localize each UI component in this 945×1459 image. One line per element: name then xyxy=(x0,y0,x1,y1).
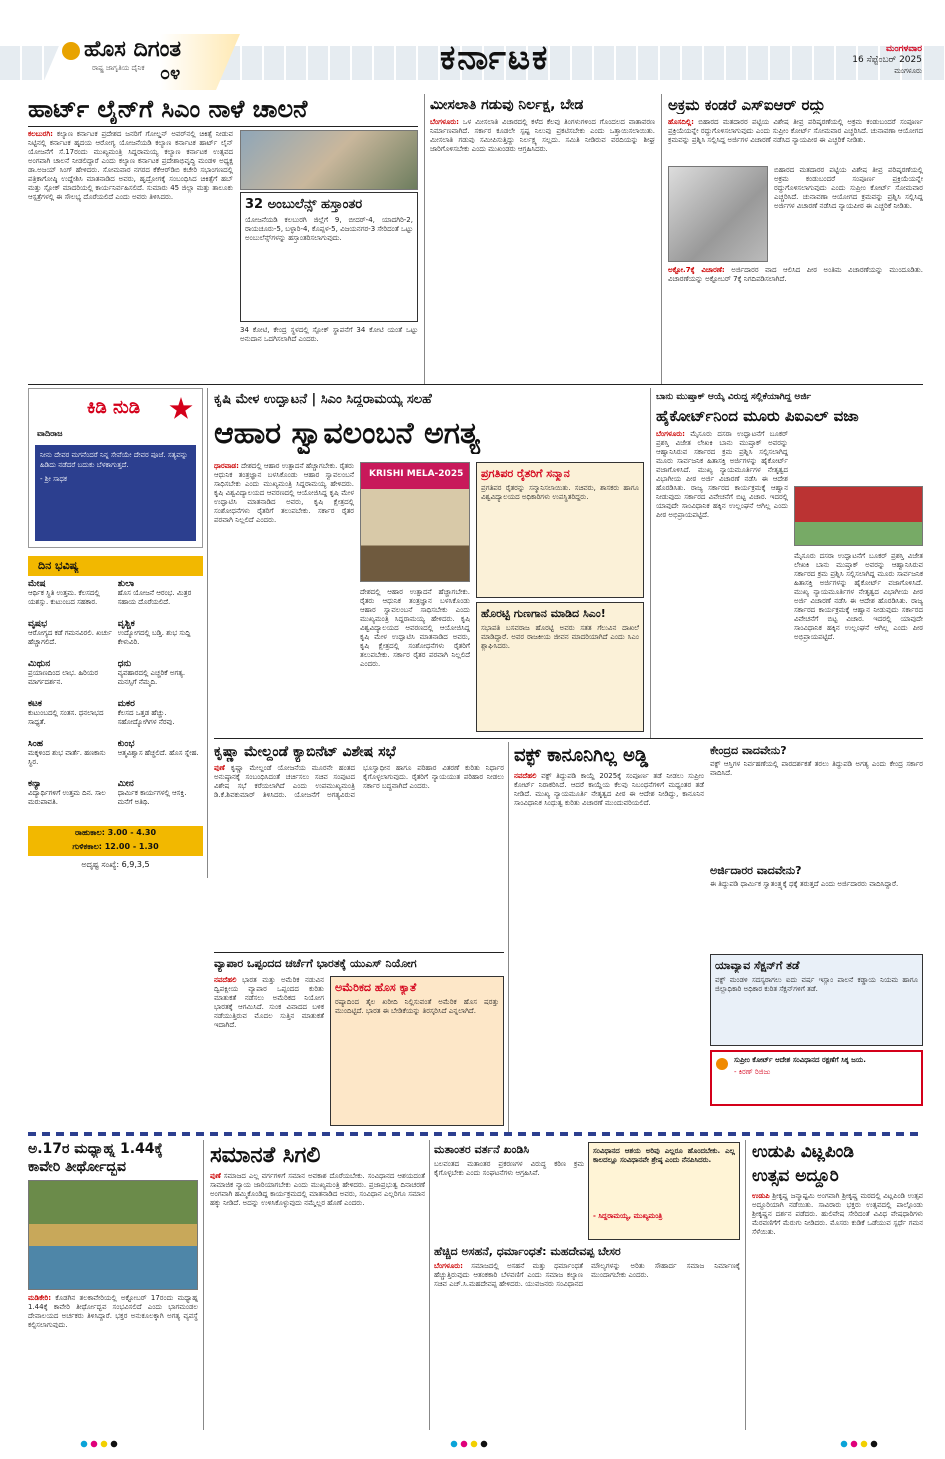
story8-q2: ಅರ್ಜಿದಾರರ ವಾದವೇನು? xyxy=(710,864,802,877)
story8-q1-text: ವಕ್ಫ್ ಆಸ್ತಿಗಳ ನಿರ್ವಹಣೆಯಲ್ಲಿ ಪಾರದರ್ಶಕತೆ ತರಲು ತಿದ್ದುಪಡಿ ಅಗತ್ಯ ಎಂದು ಕೇಂದ್ರ ಸರ್ಕಾರ ವಾದಿಸಿದೆ. xyxy=(710,760,923,777)
divider xyxy=(28,126,418,127)
paper-tagline: ರಾಷ್ಟ್ರ ಜಾಗೃತಿಯ ದೈನಿಕ xyxy=(92,64,145,72)
story8-text: ವಕ್ಫ್ ತಿದ್ದುಪಡಿ ಕಾಯ್ದೆ 2025ಕ್ಕೆ ಸಂಪೂರ್ಣ ತಡೆ ನೀಡಲು ಸುಪ್ರೀಂ ಕೋರ್ಟ್ ನಿರಾಕರಿಸಿದೆ. ಆದರೆ ಕಾಯ್ದೆಯ ಕೆಲವು ನಿಬಂಧನೆಗಳಿಗೆ ಮಧ್ಯಂತರ ತಡೆ ನೀಡಿದೆ. ಮುಖ್ಯ ನ್ಯಾಯಮೂರ್ತಿ ನೇತೃತ್ವದ ಪೀಠ ಈ ಆದೇಶ ನೀಡಿದ್ದು, ಕಾನೂನಿನ ಸಾಂವಿಧಾನಿಕ ಸಿಂಧುತ್ವ ಕುರಿತು ವಿಚಾರಣೆ ಮುಂದುವರಿಯಲಿದೆ. xyxy=(514,772,704,807)
story4-box2 xyxy=(476,602,644,732)
story11-body: ಬಲವಂತದ ಮತಾಂತರ ಪ್ರಕರಣಗಳ ವಿರುದ್ಧ ಕಠಿಣ ಕ್ರಮ ಕೈಗೊಳ್ಳಬೇಕು ಎಂದು ಸಂಘಟನೆಗಳು ಆಗ್ರಹಿಸಿವೆ. xyxy=(434,1160,584,1177)
sign-text: ವ್ಯವಹಾರದಲ್ಲಿ ಎಚ್ಚರಿಕೆ ಅಗತ್ಯ. ಮನಸ್ಸಿಗೆ ನೆಮ್ಮದಿ. xyxy=(117,669,186,686)
story8-quote-by: - ಕಿರಣ್ ರಿಜಿಜು xyxy=(734,1068,771,1076)
story3-dateline: ಹೊಸದಿಲ್ಲಿ: xyxy=(668,118,694,126)
column-rule xyxy=(508,742,509,1132)
story4-headline: ಆಹಾರ ಸ್ವಾವಲಂಬನೆ ಅಗತ್ಯ xyxy=(214,416,481,451)
story11-box-text: ಸಂವಿಧಾನದ ಆಶಯ ಅರಿವು ಎಲ್ಲರೂ ಹೊಂದಬೇಕು. ಎಲ್ಲ ಕಾಲದಲ್ಲೂ ಸಂವಿಧಾನವೇ ಶ್ರೇಷ್ಠ ಎಂದು ನೆನಪಿಸಿದರು. xyxy=(593,1147,735,1164)
story13-text: ಶ್ರೀಕೃಷ್ಣ ಜನ್ಮಾಷ್ಟಮಿ ಅಂಗವಾಗಿ ಶ್ರೀಕೃಷ್ಣ ಮಠದಲ್ಲಿ ವಿಟ್ಲಪಿಂಡಿ ಉತ್ಸವ ಅದ್ದೂರಿಯಾಗಿ ನಡೆಯಿತು. ಸಾವಿರಾರು ಭಕ್ತರು ಉತ್ಸವದಲ್ಲಿ ಪಾಲ್ಗೊಂಡು ಶ್ರೀಕೃಷ್ಣನ ದರ್ಶನ ಪಡೆದರು. ಹುಲಿವೇಷ ಸೇರಿದಂತೆ ವಿವಿಧ ವೇಷಧಾರಿಗಳು ಮೆರವಣಿಗೆಗೆ ಮೆರುಗು ನೀಡಿದರು. ಮೊಸರು ಕುಡಿಕೆ ಒಡೆಯುವ ಸ್ಪರ್ಧೆ ಗಮನ ಸೆಳೆಯಿತು. xyxy=(752,1192,923,1236)
sign-text: ಆರ್ಥಿಕ ಸ್ಥಿತಿ ಉತ್ತಮ. ಕೆಲಸದಲ್ಲಿ ಯಶಸ್ಸು. ಕುಟುಂಬದ ಸಹಕಾರ. xyxy=(28,589,100,606)
story7-box-text: ರಷ್ಯಾದಿಂದ ತೈಲ ಖರೀದಿ ನಿಲ್ಲಿಸುವಂತೆ ಅಮೆರಿಕ ಹೊಸ ಷರತ್ತು ಮುಂದಿಟ್ಟಿದೆ. ಭಾರತ ಈ ಬೇಡಿಕೆಯನ್ನು ತಿರಸ್ಕರಿಸಿದೆ ಎನ್ನಲಾಗಿದೆ. xyxy=(335,998,499,1015)
horoscope-sign xyxy=(28,620,114,660)
story7-headline: ವ್ಯಾಪಾರ ಒಪ್ಪಂದದ ಚರ್ಚೆಗೆ ಭಾರತಕ್ಕೆ ಯುಎಸ್ ನಿಯೋಗ xyxy=(214,957,417,970)
horoscope-header xyxy=(28,556,203,576)
nudi-author: ವಾದಿರಾಜ xyxy=(37,429,63,438)
story4-box1 xyxy=(476,462,644,598)
story1-box-text: ಯೋಜನೆಯಡಿ ಕಲಬುರಗಿ ಜಿಲ್ಲೆಗೆ 9, ಬೀದರ್-4, ಯಾದಗಿರಿ-2, ರಾಯಚೂರು-5, ಬಳ್ಳಾರಿ-4, ಕೊಪ್ಪಳ-5, ವಿಜಯನಗರ-3 ಸೇರಿದಂತೆ ಒಟ್ಟು ಅಂಬುಲೆನ್ಸ್‌ಗಳನ್ನು ಹಸ್ತಾಂತರಿಸಲಾಗುವುದು. xyxy=(245,216,413,242)
story4-text: ದೇಶದಲ್ಲಿ ಆಹಾರ ಉತ್ಪಾದನೆ ಹೆಚ್ಚಾಗಬೇಕು. ರೈತರು ಆಧುನಿಕ ತಂತ್ರಜ್ಞಾನ ಬಳಸಿಕೊಂಡು ಆಹಾರ ಸ್ವಾವಲಂಬನೆ ಸಾಧಿಸಬೇಕು ಎಂದು ಮುಖ್ಯಮಂತ್ರಿ ಸಿದ್ದರಾಮಯ್ಯ ಹೇಳಿದರು. ಕೃಷಿ ವಿಶ್ವವಿದ್ಯಾಲಯದ ಆವರಣದಲ್ಲಿ ಆಯೋಜಿಸಿದ್ದ ಕೃಷಿ ಮೇಳ ಉದ್ಘಾಟಿಸಿ ಮಾತನಾಡಿದ ಅವರು, ಕೃಷಿ ಕ್ಷೇತ್ರದಲ್ಲಿ ಸಂಶೋಧನೆಗಳು ರೈತರಿಗೆ ತಲುಪಬೇಕು. ಸರ್ಕಾರ ರೈತರ ಪರವಾಗಿ ನಿಲ್ಲಲಿದೆ ಎಂದರು. xyxy=(214,462,354,524)
story12-text: ಸಮಾಜದಲ್ಲಿ ಅಸಹನೆ ಮತ್ತು ಧರ್ಮಾಂಧತೆ ಹೆಚ್ಚುತ್ತಿರುವುದು ಆತಂಕಕಾರಿ ಬೆಳವಣಿಗೆ ಎಂದು ಸಮಾಜ ಕಲ್ಯಾಣ ಸಚಿವ ಎಚ್.ಸಿ.ಮಹದೇವಪ್ಪ ಹೇಳಿದರು. ಯುವಜನರು ಸಂವಿಧಾನದ ಮೌಲ್ಯಗಳನ್ನು ಅರಿತು ಸೌಹಾರ್ದ ಸಮಾಜ ನಿರ್ಮಾಣಕ್ಕೆ ಮುಂದಾಗಬೇಕು ಎಂದರು. xyxy=(434,1262,740,1288)
story12-headline: ಹೆಚ್ಚಿದ ಅಸಹನೆ, ಧರ್ಮಾಂಧತೆ: ಮಹದೇವಪ್ಪ ಬೇಸರ xyxy=(434,1245,621,1258)
horoscope-sign xyxy=(28,580,114,620)
story8-quote xyxy=(710,1050,923,1106)
logo-emblem-icon xyxy=(62,42,80,60)
story13-body xyxy=(752,1192,923,1428)
story4-dateline: ಧಾರವಾಡ: xyxy=(214,462,239,470)
story8-body xyxy=(514,772,704,1062)
quote-mark-icon xyxy=(716,1058,728,1070)
sign-text: ಉದ್ಯೋಗದಲ್ಲಿ ಬಡ್ತಿ. ಶುಭ ಸುದ್ದಿ ಕೇಳುವಿರಿ. xyxy=(117,629,191,646)
nudi-box xyxy=(28,388,203,548)
horoscope-grid xyxy=(28,580,203,820)
story9-dateline: ಮಡಿಕೇರಿ: xyxy=(28,1294,52,1302)
section-title: ಕರ್ನಾಟಕ xyxy=(440,38,550,78)
story10-headline: ಸಮಾನತೆ ಸಿಗಲಿ xyxy=(210,1143,321,1168)
nudi-burst-icon xyxy=(169,397,193,421)
date-day: ಮಂಗಳವಾರ xyxy=(885,44,922,54)
sign-text: ವಿದ್ಯಾರ್ಥಿಗಳಿಗೆ ಉತ್ತಮ ದಿನ. ಸಾಲ ಮರುಪಾವತಿ. xyxy=(28,789,106,806)
horoscope-sign xyxy=(118,620,204,660)
column-rule xyxy=(424,94,425,384)
story3-body xyxy=(668,118,923,164)
registration-marks xyxy=(450,1440,490,1448)
story13-dateline: ಉಡುಪಿ xyxy=(752,1192,770,1200)
story3-text: ಬಿಹಾರದ ಮತದಾರರ ಪಟ್ಟಿಯ ವಿಶೇಷ ತೀವ್ರ ಪರಿಷ್ಕರಣೆಯಲ್ಲಿ ಅಕ್ರಮ ಕಂಡುಬಂದರೆ ಸಂಪೂರ್ಣ ಪ್ರಕ್ರಿಯೆಯನ್ನೇ ರದ್ದುಗೊಳಿಸಲಾಗುವುದು ಎಂದು ಸುಪ್ರೀಂ ಕೋರ್ಟ್ ಸೋಮವಾರ ಎಚ್ಚರಿಸಿದೆ. ಚುನಾವಣಾ ಆಯೋಗದ ಕ್ರಮವನ್ನು ಪ್ರಶ್ನಿಸಿ ಸಲ್ಲಿಸಿದ್ದ ಅರ್ಜಿಗಳ ವಿಚಾರಣೆ ನಡೆಸಿದ ನ್ಯಾಯಪೀಠ ಈ ಎಚ್ಚರಿಕೆ ನೀಡಿತು. xyxy=(668,118,923,144)
story8-quote-text: ಸುಪ್ರೀಂ ಕೋರ್ಟ್ ಆದೇಶ ಸಂವಿಧಾನದ ರಕ್ಷಣೆಗೆ ಸಿಕ್ಕ ಜಯ. xyxy=(734,1056,866,1064)
paper-name: ಹೊಸ ದಿಗಂತ xyxy=(84,38,182,62)
story11-box xyxy=(588,1142,740,1240)
column-rule xyxy=(429,1140,430,1430)
nudi-signoff: - ಶ್ರೀ ಸಾಧಕ xyxy=(40,475,67,483)
story5-photo xyxy=(794,486,923,546)
sign-text: ಕೆಲಸದ ಒತ್ತಡ ಹೆಚ್ಚು. ಸಹೋದ್ಯೋಗಿಗಳ ನೆರವು. xyxy=(117,709,175,726)
sign-name: ಧನು xyxy=(117,660,132,669)
story5-kicker: ಬಾನು ಮುಷ್ತಾಕ್ ಆಯ್ಕೆ ವಿರುದ್ಧ ಸಲ್ಲಿಕೆಯಾಗಿದ್ದ ಅರ್ಜಿ xyxy=(656,392,812,402)
story4-body-continued: ದೇಶದಲ್ಲಿ ಆಹಾರ ಉತ್ಪಾದನೆ ಹೆಚ್ಚಾಗಬೇಕು. ರೈತರು ಆಧುನಿಕ ತಂತ್ರಜ್ಞಾನ ಬಳಸಿಕೊಂಡು ಆಹಾರ ಸ್ವಾವಲಂಬನೆ ಸಾಧಿಸಬೇಕು ಎಂದು ಮುಖ್ಯಮಂತ್ರಿ ಸಿದ್ದರಾಮಯ್ಯ ಹೇಳಿದರು. ಕೃಷಿ ವಿಶ್ವವಿದ್ಯಾಲಯದ ಆವರಣದಲ್ಲಿ ಆಯೋಜಿಸಿದ್ದ ಕೃಷಿ ಮೇಳ ಉದ್ಘಾಟಿಸಿ ಮಾತನಾಡಿದ ಅವರು, ಕೃಷಿ ಕ್ಷೇತ್ರದಲ್ಲಿ ಸಂಶೋಧನೆಗಳು ರೈತರಿಗೆ ತಲುಪಬೇಕು. ಸರ್ಕಾರ ರೈತರ ಪರವಾಗಿ ನಿಲ್ಲಲಿದೆ ಎಂದರು. xyxy=(360,588,470,668)
story4-photo xyxy=(360,462,470,582)
horoscope-sign xyxy=(28,780,114,820)
story11-box-by: - ಸಿದ್ದರಾಮಯ್ಯ, ಮುಖ್ಯಮಂತ್ರಿ xyxy=(593,1212,663,1220)
story10-body xyxy=(210,1172,425,1428)
story8-box-text: ವಕ್ಫ್ ಮಂಡಳಿ ಸದಸ್ಯರಾಗಲು ಐದು ವರ್ಷ ಇಸ್ಲಾಂ ಪಾಲನೆ ಕಡ್ಡಾಯ ನಿಯಮ ಹಾಗೂ ಜಿಲ್ಲಾಧಿಕಾರಿ ಅಧಿಕಾರ ಕುರಿತ ಸೆಕ್ಷನ್‌ಗಳಿಗೆ ತಡೆ. xyxy=(715,976,918,993)
story9-headline-a: ಅ.17ರ ಮಧ್ಯಾಹ್ನ 1.44ಕ್ಕೆ xyxy=(28,1141,163,1157)
section-divider xyxy=(28,384,923,385)
horoscope-sign xyxy=(28,700,114,740)
story8-dateline: ನವದೆಹಲಿ xyxy=(514,772,537,780)
story6-text: ಕೃಷ್ಣಾ ಮೇಲ್ದಂಡೆ ಯೋಜನೆಯ ಮೂರನೇ ಹಂತದ ಅನುಷ್ಠಾನಕ್ಕೆ ಸಂಬಂಧಿಸಿದಂತೆ ಚರ್ಚಿಸಲು ಸಚಿವ ಸಂಪುಟದ ವಿಶೇಷ ಸಭೆ ಕರೆಯಲಾಗಿದೆ ಎಂದು ಉಪಮುಖ್ಯಮಂತ್ರಿ ಡಿ.ಕೆ.ಶಿವಕುಮಾರ್ ತಿಳಿಸಿದರು. ಯೋಜನೆಗೆ ಅಗತ್ಯವಿರುವ ಭೂಸ್ವಾಧೀನ ಹಾಗೂ ಪರಿಹಾರ ವಿತರಣೆ ಕುರಿತು ನಿರ್ಧಾರ ಕೈಗೊಳ್ಳಲಾಗುವುದು. ರೈತರಿಗೆ ನ್ಯಾಯಯುತ ಪರಿಹಾರ ನೀಡಲು ಸರ್ಕಾರ ಬದ್ಧವಾಗಿದೆ ಎಂದರು. xyxy=(214,764,504,799)
story3-headline: ಅಕ್ರಮ ಕಂಡರೆ ಎಸ್‌ಐಆರ್ ರದ್ದು xyxy=(668,96,826,114)
sign-text: ಕುಟುಂಬದಲ್ಲಿ ಸಂತಸ. ಧನಲಾಭದ ಸಾಧ್ಯತೆ. xyxy=(28,709,104,726)
story5-text: ಮೈಸೂರು ದಸರಾ ಉದ್ಘಾಟನೆಗೆ ಬೂಕರ್ ಪ್ರಶಸ್ತಿ ವಿಜೇತ ಲೇಖಕಿ ಬಾನು ಮುಷ್ತಾಕ್ ಅವರನ್ನು ಆಹ್ವಾನಿಸಿರುವ ಸರ್ಕಾರದ ಕ್ರಮ ಪ್ರಶ್ನಿಸಿ ಸಲ್ಲಿಸಲಾಗಿದ್ದ ಮೂರು ಸಾರ್ವಜನಿಕ ಹಿತಾಸಕ್ತಿ ಅರ್ಜಿಗಳನ್ನು ಹೈಕೋರ್ಟ್ ವಜಾಗೊಳಿಸಿದೆ. ಮುಖ್ಯ ನ್ಯಾಯಮೂರ್ತಿಗಳ ನೇತೃತ್ವದ ವಿಭಾಗೀಯ ಪೀಠ ಅರ್ಜಿ ವಿಚಾರಣೆ ನಡೆಸಿ ಈ ಆದೇಶ ಹೊರಡಿಸಿತು. ರಾಜ್ಯ ಸರ್ಕಾರದ ಕಾರ್ಯಕ್ರಮಕ್ಕೆ ಆಹ್ವಾನ ನೀಡುವುದು ಸರ್ಕಾರದ ವಿವೇಚನೆಗೆ ಬಿಟ್ಟ ವಿಚಾರ. ಇದರಲ್ಲಿ ಯಾವುದೇ ಸಾಂವಿಧಾನಿಕ ಹಕ್ಕಿನ ಉಲ್ಲಂಘನೆ ಆಗಿಲ್ಲ ಎಂದು ಪೀಠ ಅಭಿಪ್ರಾಯಪಟ್ಟಿದೆ. xyxy=(656,430,788,519)
story7-text: ಭಾರತ ಮತ್ತು ಅಮೆರಿಕ ನಡುವಿನ ದ್ವಿಪಕ್ಷೀಯ ವ್ಯಾಪಾರ ಒಪ್ಪಂದದ ಕುರಿತು ಮಾತುಕತೆ ನಡೆಸಲು ಅಮೆರಿಕದ ನಿಯೋಗ ಭಾರತಕ್ಕೆ ಆಗಮಿಸಿದೆ. ಸುಂಕ ವಿವಾದದ ಬಳಿಕ ನಡೆಯುತ್ತಿರುವ ಮೊದಲ ಸುತ್ತಿನ ಮಾತುಕತೆ ಇದಾಗಿದೆ. xyxy=(214,976,324,1029)
story7-body xyxy=(214,976,324,1126)
story12-dateline: ಬೆಂಗಳೂರು: xyxy=(434,1262,463,1270)
story9-headline-b: ಕಾವೇರಿ ತೀರ್ಥೋದ್ಭವ xyxy=(28,1159,126,1175)
horoscope-sign xyxy=(28,740,114,780)
story3-side-text: ಬಿಹಾರದ ಮತದಾರರ ಪಟ್ಟಿಯ ವಿಶೇಷ ತೀವ್ರ ಪರಿಷ್ಕರಣೆಯಲ್ಲಿ ಅಕ್ರಮ ಕಂಡುಬಂದರೆ ಸಂಪೂರ್ಣ ಪ್ರಕ್ರಿಯೆಯನ್ನೇ ರದ್ದುಗೊಳಿಸಲಾಗುವುದು ಎಂದು ಸುಪ್ರೀಂ ಕೋರ್ಟ್ ಸೋಮವಾರ ಎಚ್ಚರಿಸಿದೆ. ಚುನಾವಣಾ ಆಯೋಗದ ಕ್ರಮವನ್ನು ಪ್ರಶ್ನಿಸಿ ಸಲ್ಲಿಸಿದ್ದ ಅರ್ಜಿಗಳ ವಿಚಾರಣೆ ನಡೆಸಿದ ನ್ಯಾಯಪೀಠ ಈ ಎಚ್ಚರಿಕೆ ನೀಡಿತು. xyxy=(774,166,923,210)
nudi-quote-box xyxy=(35,445,196,541)
story3-photo xyxy=(668,166,768,262)
horoscope-sign xyxy=(118,700,204,740)
story7-dateline: ನವದೆಹಲಿ xyxy=(214,976,237,984)
lucky-number: ಅದೃಷ್ಟ ಸಂಖ್ಯೆ: 6,9,3,5 xyxy=(81,860,150,869)
story2-body xyxy=(430,118,655,378)
story10-text: ಸಮಾಜದ ಎಲ್ಲ ವರ್ಗಗಳಿಗೆ ಸಮಾನ ಅವಕಾಶ ದೊರೆಯಬೇಕು. ಸಂವಿಧಾನದ ಆಶಯದಂತೆ ಸಾಮಾಜಿಕ ನ್ಯಾಯ ಜಾರಿಯಾಗಬೇಕು ಎಂದು ಮುಖ್ಯಮಂತ್ರಿ ಹೇಳಿದರು. ಪ್ರಜಾಪ್ರಭುತ್ವ ದಿನಾಚರಣೆ ಅಂಗವಾಗಿ ಹಮ್ಮಿಕೊಂಡಿದ್ದ ಕಾರ್ಯಕ್ರಮದಲ್ಲಿ ಮಾತನಾಡಿದ ಅವರು, ಸಂವಿಧಾನ ಎಲ್ಲರಿಗೂ ಸಮಾನ ಹಕ್ಕು ನೀಡಿದೆ. ಅದನ್ನು ಉಳಿಸಿಕೊಳ್ಳುವುದು ನಮ್ಮೆಲ್ಲರ ಹೊಣೆ ಎಂದರು. xyxy=(210,1172,425,1207)
story13-headline-a: ಉಡುಪಿ ವಿಟ್ಲಪಿಂಡಿ xyxy=(752,1142,855,1162)
horoscope-sign xyxy=(118,780,204,820)
registration-marks xyxy=(80,1440,120,1448)
sign-name: ತುಲಾ xyxy=(117,580,135,589)
story12-body xyxy=(434,1262,740,1428)
date-full: 16 ಸೆಪ್ಟೆಂಬರ್ 2025 xyxy=(852,55,922,65)
story3-text2: ಅರ್ಜಿದಾರರ ವಾದ ಆಲಿಸಿದ ಪೀಠ ಅಂತಿಮ ವಿಚಾರಣೆಯನ್ನು ಮುಂದೂಡಿತು. ವಿಚಾರಣೆಯನ್ನು ಅಕ್ಟೋಬರ್ 7ಕ್ಕೆ ನಿಗದಿಪಡಿಸಲಾಗಿದೆ. xyxy=(668,266,923,283)
story4-banner: KRISHI MELA-2025 xyxy=(369,469,464,479)
column-rule xyxy=(203,1140,204,1430)
sign-name: ಮೇಷ xyxy=(28,580,46,589)
sign-text: ಧಾರ್ಮಿಕ ಕಾರ್ಯಗಳಲ್ಲಿ ಆಸಕ್ತಿ. ಮನೆಗೆ ಅತಿಥಿ. xyxy=(117,789,187,806)
story9-text: ಕೊಡಗಿನ ತಲಕಾವೇರಿಯಲ್ಲಿ ಅಕ್ಟೋಬರ್ 17ರಂದು ಮಧ್ಯಾಹ್ನ 1.44ಕ್ಕೆ ಕಾವೇರಿ ತೀರ್ಥೋದ್ಭವ ಸಂಭವಿಸಲಿದೆ ಎಂದು ಭಾಗಮಂಡಲ ದೇವಾಲಯದ ಅರ್ಚಕರು ತಿಳಿಸಿದ್ದಾರೆ. ಭಕ್ತರ ಅನುಕೂಲಕ್ಕಾಗಿ ಅಗತ್ಯ ವ್ಯವಸ್ಥೆ ಕಲ್ಪಿಸಲಾಗುವುದು. xyxy=(28,1294,198,1329)
story1-text: ಕಲ್ಯಾಣ ಕರ್ನಾಟಕ ಪ್ರದೇಶದ ಜನರಿಗೆ ಗೋಲ್ಡನ್ ಅವರ್‌ನಲ್ಲಿ ಚಿಕಿತ್ಸೆ ನೀಡುವ ನಿಟ್ಟಿನಲ್ಲಿ ಕರ್ನಾಟಕ ಹೃದಯ ಆರೋಗ್ಯ ಯೋಜನೆಯಡಿ ಕಲ್ಯಾಣ ಕರ್ನಾಟಕ ಹಾರ್ಟ್ ಲೈನ್ ಯೋಜನೆಗೆ ಸೆ.17ರಂದು ಮುಖ್ಯಮಂತ್ರಿ ಸಿದ್ದರಾಮಯ್ಯ ಕಲ್ಯಾಣ ಕರ್ನಾಟಕ ಉತ್ಸವದ ಅಂಗವಾಗಿ ಚಾಲನೆ ನೀಡಲಿದ್ದಾರೆ ಎಂದು ಕಲ್ಯಾಣ ಕರ್ನಾಟಕ ಪ್ರದೇಶಾಭಿವೃದ್ಧಿ ಮಂಡಳಿ ಅಧ್ಯಕ್ಷ ಡಾ.ಅಜಯ್ ಸಿಂಗ್ ಹೇಳಿದರು. ಸೋಮವಾರ ನಗರದ ಕೆಕೆಆರ್‌ಡಿಬಿ ಕಚೇರಿ ಸಭಾಂಗಣದಲ್ಲಿ ಪತ್ರಿಕಾಗೋಷ್ಠಿ ಉದ್ದೇಶಿಸಿ ಮಾತನಾಡಿದ ಅವರು, ಹೃದ್ರೋಗಕ್ಕೆ ಸಂಬಂಧಿಸಿದ ಚಿಕಿತ್ಸೆಗೆ ಹಬ್ ಮತ್ತು ಸ್ಪೋಕ್ ಮಾದರಿಯಲ್ಲಿ ಕಾರ್ಯನಿರ್ವಹಿಸಲಿದೆ. ಸುಮಾರು 45 ಜಿಲ್ಲಾ ಮತ್ತು ತಾಲೂಕು ಆಸ್ಪತ್ರೆಗಳಲ್ಲಿ ಈ ಸೌಲಭ್ಯ ದೊರೆಯಲಿದೆ ಎಂದು ಅವರು ತಿಳಿಸಿದರು. xyxy=(28,130,233,201)
story2-dateline: ಬೆಂಗಳೂರು: xyxy=(430,118,459,126)
horoscope-sign xyxy=(118,580,204,620)
section-divider xyxy=(214,738,923,739)
page-number: ೦೪ xyxy=(160,64,181,84)
story9-photo xyxy=(28,1180,198,1290)
story6-headline: ಕೃಷ್ಣಾ ಮೇಲ್ದಂಡೆ ಕ್ಯಾಬಿನೆಟ್ ವಿಶೇಷ ಸಭೆ xyxy=(214,744,396,760)
column-rule xyxy=(661,94,662,384)
sign-name: ಮೀನ xyxy=(117,780,134,789)
sign-name: ಕಟಕ xyxy=(28,700,42,709)
story10-dateline: ಪುಣೆ xyxy=(210,1172,221,1180)
story7-box xyxy=(330,976,504,1126)
horoscope-times xyxy=(28,826,203,856)
sign-text: ಹೊಸ ಯೋಜನೆ ಆರಂಭ. ಮಿತ್ರರ ಸಹಾಯ ದೊರೆಯಲಿದೆ. xyxy=(117,589,192,606)
story4-box1-title: ಪ್ರಗತಿಪರ ರೈತರಿಗೆ ಸನ್ಮಾನ xyxy=(481,467,570,480)
nudi-title: ಕಿಡಿ ನುಡಿ xyxy=(87,397,141,418)
sign-name: ವೃಷಭ xyxy=(28,620,48,629)
story6-body xyxy=(214,764,504,948)
story1-box-title: 32 ಅಂಬುಲೆನ್ಸ್ ಹಸ್ತಾಂತರ xyxy=(245,197,363,212)
sign-text: ಪ್ರಯಾಣದಿಂದ ಲಾಭ. ಹಿರಿಯರ ಮಾರ್ಗದರ್ಶನ. xyxy=(28,669,99,686)
story5-headline: ಹೈಕೋರ್ಟ್‌ನಿಂದ ಮೂರು ಪಿಐಎಲ್ ವಜಾ xyxy=(656,407,859,425)
story2-headline: ಮೀಸಲಾತಿ ಗಡುವು ನಿರ್ಲಕ್ಷ, ಬೇಡ xyxy=(430,97,584,113)
horoscope-sign xyxy=(118,660,204,700)
sign-name: ಸಿಂಹ xyxy=(28,740,44,749)
story5-body-col1 xyxy=(656,430,788,730)
story4-kicker: ಕೃಷಿ ಮೇಳ ಉದ್ಘಾಟನೆ | ಸಿಎಂ ಸಿದ್ದರಾಮಯ್ಯ ಸಲಹೆ xyxy=(214,392,432,407)
column-rule xyxy=(207,388,208,878)
story2-text: ಒಳ ಮೀಸಲಾತಿ ವಿಚಾರದಲ್ಲಿ ಕಳೆದ ಕೆಲವು ತಿಂಗಳುಗಳಿಂದ ಗೊಂದಲದ ವಾತಾವರಣ ನಿರ್ಮಾಣವಾಗಿದೆ. ಸರ್ಕಾರ ಕೂಡಲೇ ಸ್ಪಷ್ಟ ನಿಲುವು ಪ್ರಕಟಿಸಬೇಕು ಎಂದು ಒತ್ತಾಯಿಸಲಾಯಿತು. ಮೀಸಲಾತಿ ಗಡುವು ಸಮೀಪಿಸುತ್ತಿದ್ದು ನಿರ್ಲಕ್ಷ್ಯ ಸಲ್ಲದು. ಸಮಿತಿ ನೀಡಿರುವ ವರದಿಯನ್ನು ಶೀಘ್ರ ಜಾರಿಗೊಳಿಸಬೇಕು ಎಂದು ಮುಖಂಡರು ಆಗ್ರಹಿಸಿದರು. xyxy=(430,118,655,153)
sign-name: ಕುಂಭ xyxy=(117,740,135,749)
story1-headline: ಹಾರ್ಟ್ ಲೈನ್‌ಗೆ ಸಿಎಂ ನಾಳೆ ಚಾಲನೆ xyxy=(28,95,308,123)
story5-body-col2: ಮೈಸೂರು ದಸರಾ ಉದ್ಘಾಟನೆಗೆ ಬೂಕರ್ ಪ್ರಶಸ್ತಿ ವಿಜೇತ ಲೇಖಕಿ ಬಾನು ಮುಷ್ತಾಕ್ ಅವರನ್ನು ಆಹ್ವಾನಿಸಿರುವ ಸರ್ಕಾರದ ಕ್ರಮ ಪ್ರಶ್ನಿಸಿ ಸಲ್ಲಿಸಲಾಗಿದ್ದ ಮೂರು ಸಾರ್ವಜನಿಕ ಹಿತಾಸಕ್ತಿ ಅರ್ಜಿಗಳನ್ನು ಹೈಕೋರ್ಟ್ ವಜಾಗೊಳಿಸಿದೆ. ಮುಖ್ಯ ನ್ಯಾಯಮೂರ್ತಿಗಳ ನೇತೃತ್ವದ ವಿಭಾಗೀಯ ಪೀಠ ಅರ್ಜಿ ವಿಚಾರಣೆ ನಡೆಸಿ ಈ ಆದೇಶ ಹೊರಡಿಸಿತು. ರಾಜ್ಯ ಸರ್ಕಾರದ ಕಾರ್ಯಕ್ರಮಕ್ಕೆ ಆಹ್ವಾನ ನೀಡುವುದು ಸರ್ಕಾರದ ವಿವೇಚನೆಗೆ ಬಿಟ್ಟ ವಿಚಾರ. ಇದರಲ್ಲಿ ಯಾವುದೇ ಸಾಂವಿಧಾನಿಕ ಹಕ್ಕಿನ ಉಲ್ಲಂಘನೆ ಆಗಿಲ್ಲ ಎಂದು ಪೀಠ ಅಭಿಪ್ರಾಯಪಟ್ಟಿದೆ. xyxy=(794,552,923,641)
story11-headline: ಮತಾಂತರ ವರ್ತನೆ ಖಂಡಿಸಿ xyxy=(434,1143,530,1156)
story6-dateline: ಪುಣೆ xyxy=(214,764,225,772)
sign-text: ಆತ್ಮವಿಶ್ವಾಸ ಹೆಚ್ಚಲಿದೆ. ಹೊಸ ಸ್ನೇಹ. xyxy=(117,749,199,757)
story8-headline: ವಕ್ಫ್ ಕಾನೂನಿಗಿಲ್ಲ ಅಡ್ಡಿ xyxy=(514,745,649,766)
story9-body xyxy=(28,1294,198,1428)
story1-box xyxy=(240,192,418,322)
horoscope xyxy=(28,556,203,876)
sign-name: ವೃಶ್ಚಿಕ xyxy=(117,620,135,629)
story8-q2-text: ಈ ತಿದ್ದುಪಡಿ ಧಾರ್ಮಿಕ ಸ್ವಾತಂತ್ರ್ಯಕ್ಕೆ ಧಕ್ಕೆ ತರುತ್ತದೆ ಎಂದು ಅರ್ಜಿದಾರರು ವಾದಿಸಿದ್ದಾರೆ. xyxy=(710,880,899,888)
horoscope-title: ದಿನ ಭವಿಷ್ಯ xyxy=(38,559,79,572)
story7-box-title: ಅಮೆರಿಕದ ಹೊಸ ಕ್ಯಾತೆ xyxy=(335,981,417,994)
gulika-kala: ಗುಳಿಕಕಾಲ: 12.00 - 1.30 xyxy=(72,842,159,851)
sign-text: ಮಕ್ಕಳಿಂದ ಶುಭ ವಾರ್ತೆ. ಹಣಕಾಸು ಸ್ಥಿರ. xyxy=(28,749,106,766)
story3-body2 xyxy=(668,266,923,378)
story13-headline-b: ಉತ್ಸವ ಅದ್ದೂರಿ xyxy=(752,1166,839,1186)
column-rule xyxy=(650,388,651,738)
story1-photo xyxy=(240,130,418,190)
story4-box2-title: ಹೊರಟ್ಟಿ ಗುಣಗಾನ ಮಾಡಿದ ಸಿಎಂ! xyxy=(481,607,606,620)
story3-subhead: ಅಕ್ಟೋ.7ಕ್ಕೆ ವಿಚಾರಣೆ: xyxy=(668,266,725,274)
nudi-quote: ನೀನು ದೇವರ ಮಗನೆಂದರೆ ನಿನ್ನ ಸೇವೆಯೇ ದೇವರ ಪೂಜೆ. ಸತ್ಯವನ್ನು ಹಿಡಿದು ನಡೆದರೆ ಬದುಕು ಬೆಳಕಾಗುತ್ತದೆ. xyxy=(40,451,188,469)
story4-box2-text: ಸಭಾಪತಿ ಬಸವರಾಜ ಹೊರಟ್ಟಿ ಅವರು ಸತತ ಗೆಲುವಿನ ದಾಖಲೆ ಮಾಡಿದ್ದಾರೆ. ಅವರ ರಾಜಕೀಯ ಜೀವನ ಮಾದರಿಯಾಗಿದೆ ಎಂದು ಸಿಎಂ ಶ್ಲಾಘಿಸಿದರು. xyxy=(481,624,639,650)
registration-marks xyxy=(840,1440,880,1448)
sign-name: ಮಿಥುನ xyxy=(28,660,51,669)
column-rule xyxy=(745,1140,746,1430)
sign-name: ಕನ್ಯಾ xyxy=(28,780,42,789)
story4-box1-text: ಪ್ರಗತಿಪರ ರೈತರನ್ನು ಸನ್ಮಾನಿಸಲಾಯಿತು. ಸಚಿವರು, ಶಾಸಕರು ಹಾಗೂ ವಿಶ್ವವಿದ್ಯಾಲಯದ ಅಧಿಕಾರಿಗಳು ಉಪಸ್ಥಿತರಿದ್ದರು. xyxy=(481,484,639,501)
horoscope-sign xyxy=(118,740,204,780)
story4-body xyxy=(214,462,354,732)
date-city: ಮಂಗಳೂರು xyxy=(894,67,922,75)
story8-box-title: ಯಾವ್ಯಾವ ಸೆಕ್ಷನ್‌ಗೆ ತಡೆ xyxy=(715,959,800,972)
story8-box xyxy=(710,954,923,1046)
story5-dateline: ಬೆಂಗಳೂರು: xyxy=(656,430,685,438)
story8-q1: ಕೇಂದ್ರದ ವಾದವೇನು? xyxy=(710,744,787,757)
masthead xyxy=(0,30,945,92)
divider xyxy=(214,952,504,953)
date-box xyxy=(810,44,922,77)
story1-dateline: ಕಲಬುರಗಿ: xyxy=(28,130,53,138)
horoscope-sign xyxy=(28,660,114,700)
rahu-kala: ರಾಹುಕಾಲ: 3.00 - 4.30 xyxy=(74,828,157,837)
color-strip xyxy=(28,1132,923,1136)
story1-footer-text: 34 ಕೋಟಿ, ಕೇಂದ್ರ ಸ್ಥಳದಲ್ಲಿ ಸ್ಪೋಕ್ ಸ್ಥಾಪನೆಗೆ 34 ಕೋಟಿ ಯಂತೆ ಒಟ್ಟು ಅನುದಾನ ಒದಗಿಸಲಾಗಿದೆ ಎಂದರು. xyxy=(240,326,418,343)
sign-text: ಆರೋಗ್ಯದ ಕಡೆ ಗಮನವಿರಲಿ. ಖರ್ಚು ಹೆಚ್ಚಾಗಲಿದೆ. xyxy=(28,629,112,646)
sign-name: ಮಕರ xyxy=(117,700,135,709)
